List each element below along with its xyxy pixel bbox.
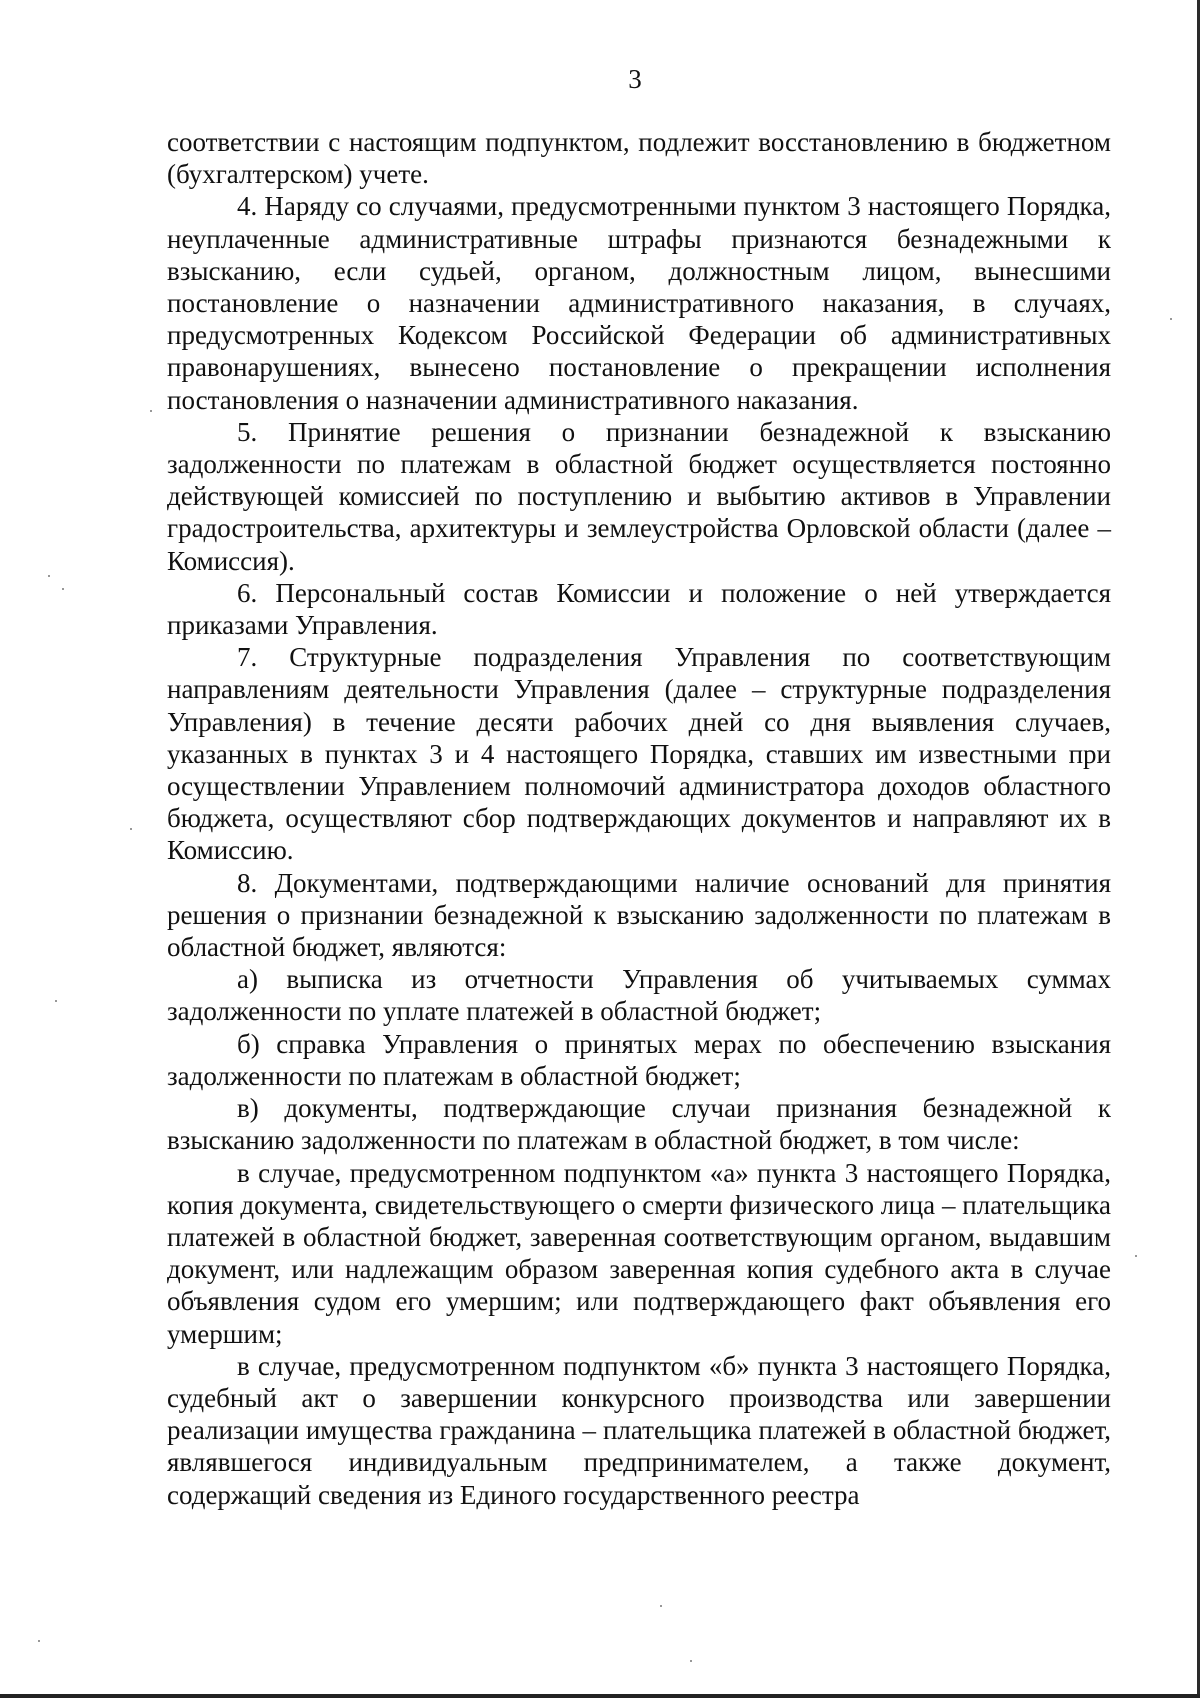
scan-speck	[48, 575, 50, 577]
scan-speck	[690, 1660, 692, 1662]
paragraph-item-4: 4. Наряду со случаями, предусмотренными пунктом 3 настоящего Порядка, неуплаченные административные штрафы признаются безнадежными к взысканию, если судьей, органом, должностным лицом, вынесшими постановление о назначении административного наказания, в случаях, предусмотренных Кодексом Российской Федерации об административных правонарушениях, вынесено постановление о прекращении исполнения постановления о назначении административного наказания.	[167, 191, 1111, 415]
scan-speck	[38, 1640, 40, 1642]
scan-speck	[62, 588, 64, 590]
scan-border-bottom	[0, 1694, 1200, 1698]
scan-speck	[55, 1000, 57, 1002]
paragraph-subitem-a: а) выписка из отчетности Управления об учитываемых суммах задолженности по уплате платежей в областной бюджет;	[167, 964, 1111, 1027]
paragraph-item-5: 5. Принятие решения о признании безнадежной к взысканию задолженности по платежам в областной бюджет осуществляется постоянно действующей комиссией по поступлению и выбытию активов в Управлении градостроительства, архитектуры и землеустройства Орловской области (далее – Комиссия).	[167, 416, 1111, 576]
paragraph-case-b: в случае, предусмотренном подпунктом «б» пункта 3 настоящего Порядка, судебный акт о завершении конкурсного производства или завершении реализации имущества гражданина – плательщика платежей в областной бюджет, являвшегося индивидуальным предпринимателем, а также документ, содержащий сведения из Единого государственного реестра	[167, 1350, 1111, 1510]
paragraph-subitem-v: в) документы, подтверждающие случаи признания безнадежной к взысканию задолженности по платежам в областной бюджет, в том числе:	[167, 1093, 1111, 1156]
paragraph-continuation: соответствии с настоящим подпунктом, подлежит восстановлению в бюджетном (бухгалтерском) учете.	[167, 127, 1111, 190]
page-number: 3	[628, 64, 642, 94]
document-body	[167, 126, 1111, 1511]
scan-speck	[150, 410, 152, 412]
scan-speck	[1170, 318, 1172, 320]
scan-speck	[660, 1605, 662, 1607]
scan-speck	[130, 828, 132, 830]
paragraph-item-7: 7. Структурные подразделения Управления по соответствующим направлениям деятельности Управления (далее – структурные подразделения Управления) в течение десяти рабочих дней со дня выявления случаев, указанных в пунктах 3 и 4 настоящего Порядка, ставших им известными при осуществлении Управлением полномочий администратора доходов областного бюджета, осуществляют сбор подтверждающих документов и направляют их в Комиссию.	[167, 642, 1111, 866]
paragraph-case-a: в случае, предусмотренном подпунктом «а» пункта 3 настоящего Порядка, копия документа, свидетельствующего о смерти физического лица – плательщика платежей в областной бюджет, заверенная соответствующим органом, выдавшим документ, или надлежащим образом заверенная копия судебного акта в случае объявления судом его умершим; или подтверждающего факт объявления его умершим;	[167, 1157, 1111, 1349]
paragraph-item-6: 6. Персональный состав Комиссии и положение о ней утверждается приказами Управления.	[167, 577, 1111, 641]
scan-speck	[1135, 1255, 1137, 1257]
paragraph-subitem-b: б) справка Управления о принятых мерах по обеспечению взыскания задолженности по платежам в областной бюджет;	[167, 1028, 1111, 1091]
paragraph-item-8: 8. Документами, подтверждающими наличие оснований для принятия решения о признании безнадежной к взысканию задолженности по платежам в областной бюджет, являются:	[167, 867, 1111, 963]
